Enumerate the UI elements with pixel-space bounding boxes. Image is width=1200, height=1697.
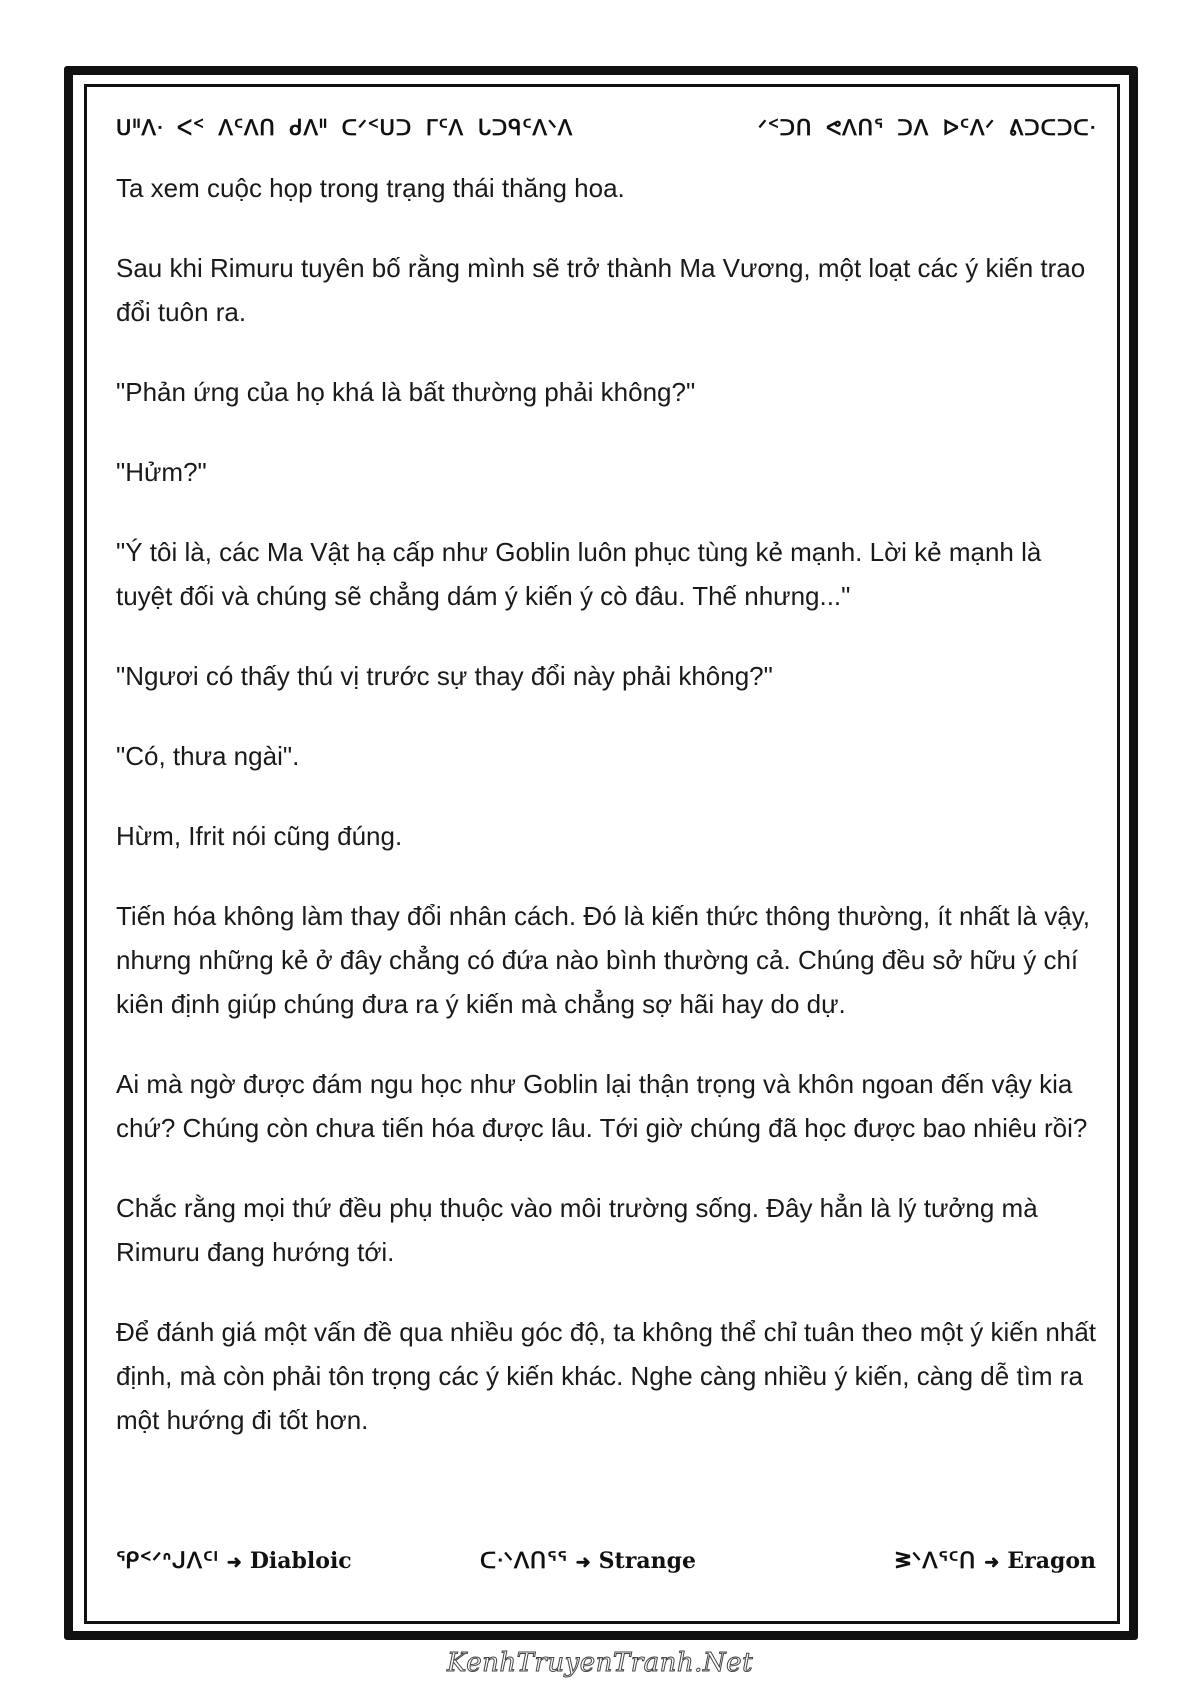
paragraph: Sau khi Rimuru tuyên bố rằng mình sẽ trở thành Ma Vương, một loạt các ý kiến trao đổi tuôn ra.: [116, 253, 1086, 327]
arrow-right-icon: ➜: [226, 1552, 242, 1573]
page-footer-credits: [116, 1548, 1096, 1588]
paragraph: Để đánh giá một vấn đề qua nhiều góc độ, ta không thể chỉ tuân theo một ý kiến nhất định, mà còn phải tôn trọng các ý kiến khác. Nghe càng nhiều ý kiến, càng dễ tìm ra một hướng đi tốt hơn.: [116, 1317, 1097, 1435]
paragraph: "Hửm?": [116, 457, 207, 487]
site-watermark: KenhTruyenTranh.Net: [446, 1648, 754, 1678]
credit-eragon: [895, 1548, 1096, 1574]
paragraph: Tiến hóa không làm thay đổi nhân cách. Đó là kiến thức thông thường, ít nhất là vậy, nhưng những kẻ ở đây chẳng có đứa nào bình thường cả. Chúng đều sở hữu ý chí kiên định giúp chúng đưa ra ý kiến mà chẳng sợ hãi hay do dự.: [116, 901, 1090, 1019]
header-right-cipher-text: ᐟᑉᑐᑎ ᕙᐱᑎᕐ ᑐᐱ ᐅᑦᐱᐟ ᕕᑐᑕᑐᑕᐧ: [758, 116, 1096, 140]
credit-cipher-text: ᕒᐠᐱᕐᑦᑎ: [894, 1549, 977, 1574]
credit-strange: [480, 1548, 696, 1574]
paragraph: Hừm, Ifrit nói cũng đúng.: [116, 821, 403, 851]
paragraph: "Phản ứng của họ khá là bất thường phải không?": [116, 377, 696, 407]
paragraph: "Ý tôi là, các Ma Vật hạ cấp như Goblin luôn phục tùng kẻ mạnh. Lời kẻ mạnh là tuyệt đối và chúng sẽ chẳng dám ý kiến ý cò đâu. Thế nhưng...": [116, 537, 1042, 611]
credit-diabloic: [116, 1548, 352, 1574]
credit-name: Strange: [598, 1548, 696, 1574]
paragraph: "Có, thưa ngài".: [116, 741, 300, 771]
arrow-right-icon: ➜: [575, 1552, 591, 1573]
header-left-cipher-text: ᑌᐦᐱᐧ ᐸᑉ ᐱᑦᐱᑎ ᑯᐱᐦ ᑕᐟᑉᑌᑐ ᒥᑦᐱ ᒐᑐᑫᑦᐱᐠᐱ: [116, 116, 574, 140]
page-body: [116, 166, 1096, 1478]
paragraph: Chắc rằng mọi thứ đều phụ thuộc vào môi trường sống. Đây hẳn là lý tưởng mà Rimuru đang hướng tới.: [116, 1193, 1038, 1267]
paragraph: Ta xem cuộc họp trong trạng thái thăng hoa.: [116, 173, 625, 203]
paragraph: Ai mà ngờ được đám ngu học như Goblin lại thận trọng và khôn ngoan đến vậy kia chứ? Chúng còn chưa tiến hóa được lâu. Tới giờ chúng đã học được bao nhiêu rồi?: [116, 1069, 1088, 1143]
credit-name: Diabloic: [249, 1548, 352, 1574]
credit-cipher-text: ᕿᑉᐟᐢᒍᐱᑦᑊ: [116, 1549, 219, 1574]
page-header: [116, 116, 1096, 150]
paragraph: "Ngươi có thấy thú vị trước sự thay đổi này phải không?": [116, 661, 773, 691]
credit-cipher-text: ᑕᐧᐠᐱᑎᕐᕐ: [480, 1549, 568, 1574]
credit-name: Eragon: [1007, 1548, 1096, 1574]
arrow-right-icon: ➜: [984, 1552, 1000, 1573]
